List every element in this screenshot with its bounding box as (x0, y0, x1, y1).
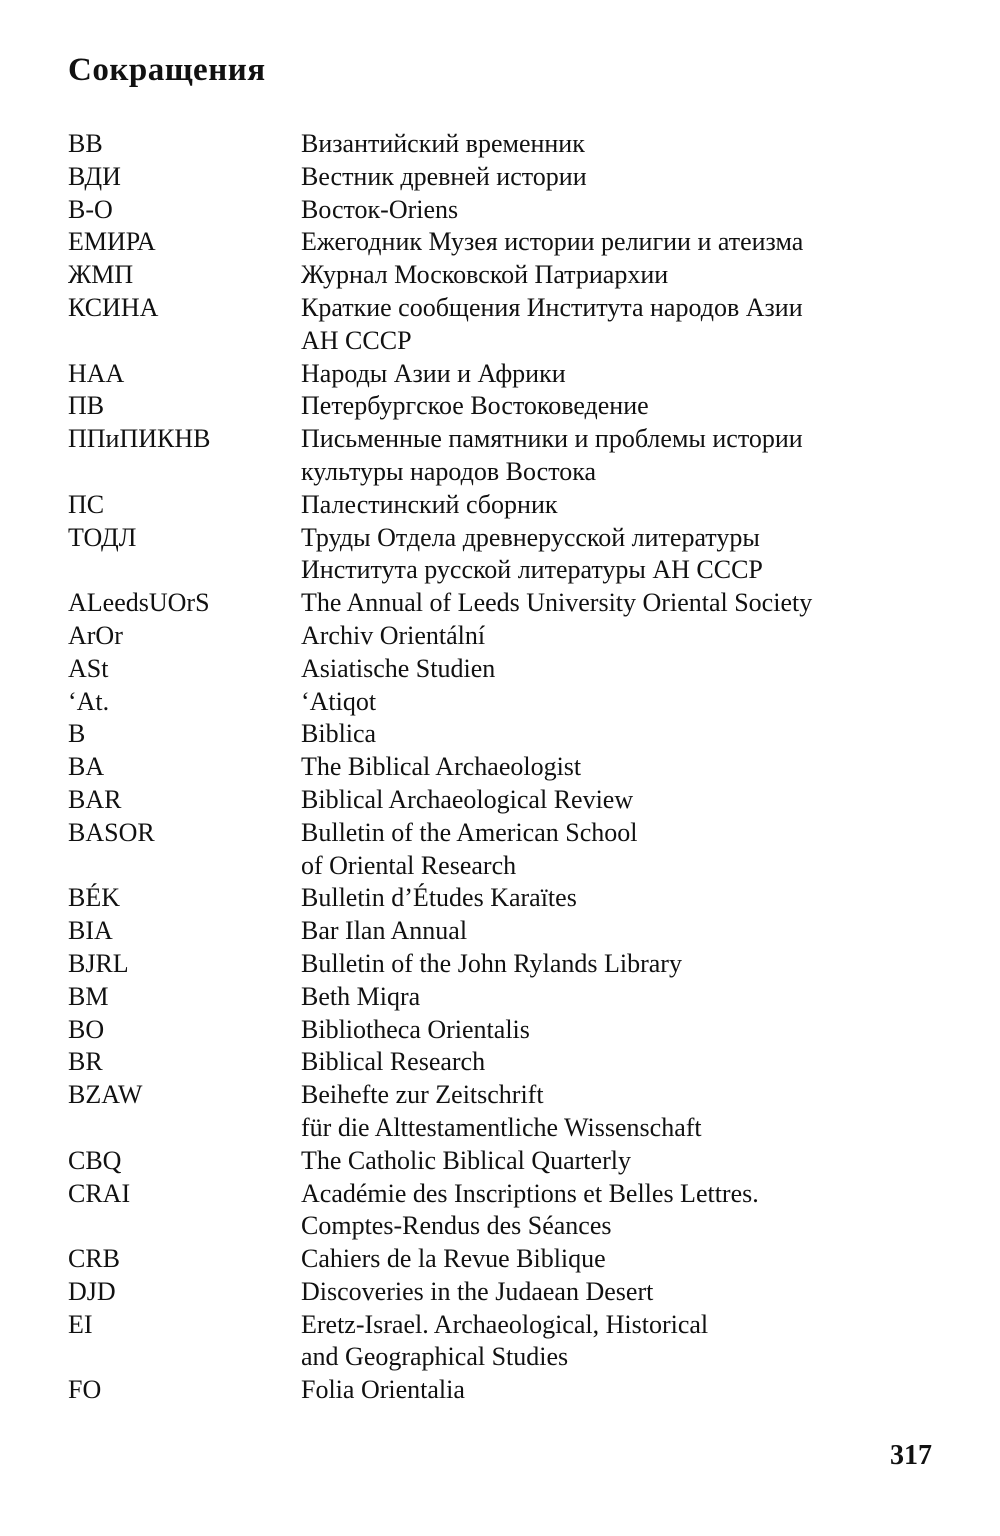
abbreviation-expansion (301, 259, 948, 292)
abbreviation-expansion (301, 292, 948, 358)
expansion-line: für die Alttestamentliche Wissenschaft (301, 1112, 702, 1142)
abbreviation: CBQ (68, 1145, 122, 1175)
abbreviation-expansion (301, 1309, 948, 1375)
expansion-line: Cahiers de la Revue Biblique (301, 1244, 606, 1274)
abbreviation-entry (68, 259, 948, 292)
abbreviation-expansion (301, 784, 948, 817)
abbreviation-entry (68, 1309, 948, 1375)
expansion-line: Bar Ilan Annual (301, 916, 468, 946)
expansion-line: Труды Отдела древнерусской литературы (301, 522, 760, 552)
abbreviation-expansion (301, 1079, 948, 1145)
expansion-line: Académie des Inscriptions et Belles Lettres. (301, 1178, 759, 1208)
abbreviation-expansion (301, 128, 948, 161)
abbreviation-entry (68, 1145, 948, 1178)
expansion-line: Bulletin d’Études Karaïtes (301, 883, 577, 913)
expansion-line: Biblical Research (301, 1047, 486, 1077)
abbreviation-entry (68, 489, 948, 522)
abbreviation-entry (68, 1243, 948, 1276)
abbreviation-entry (68, 1014, 948, 1047)
abbreviation: ВДИ (68, 161, 121, 191)
abbreviation-expansion (301, 1243, 948, 1276)
abbreviation-expansion (301, 915, 948, 948)
expansion-line: Bulletin of the John Rylands Library (301, 948, 682, 978)
expansion-line: Ежегодник Музея истории религии и атеизма (301, 227, 804, 257)
abbreviation: НАА (68, 358, 125, 388)
abbreviation-entry (68, 1178, 948, 1244)
abbreviation-entry (68, 1374, 948, 1407)
abbreviation-expansion (301, 423, 948, 489)
abbreviation-entry (68, 1079, 948, 1145)
abbreviation-expansion (301, 1046, 948, 1079)
abbreviation-entry (68, 1046, 948, 1079)
expansion-line: Biblical Archaeological Review (301, 784, 634, 814)
abbreviation: BAR (68, 784, 122, 814)
abbreviation-expansion (301, 522, 948, 588)
expansion-line: of Oriental Research (301, 850, 517, 880)
abbreviation: ArOr (68, 620, 123, 650)
abbreviation: BA (68, 752, 105, 782)
expansion-line: Bibliotheca Orientalis (301, 1014, 530, 1044)
abbreviation-expansion (301, 620, 948, 653)
abbreviation: BJRL (68, 948, 129, 978)
abbreviation-entry (68, 292, 948, 358)
expansion-line: Bulletin of the American School (301, 817, 638, 847)
abbreviation-entry (68, 194, 948, 227)
expansion-line: Folia Orientalia (301, 1375, 465, 1405)
abbreviation: B (68, 719, 86, 749)
abbreviation-entry (68, 981, 948, 1014)
abbreviation-entry (68, 817, 948, 883)
abbreviation-expansion (301, 686, 948, 719)
expansion-line: Письменные памятники и проблемы истории (301, 424, 803, 454)
abbreviation-expansion (301, 587, 948, 620)
abbreviation-expansion (301, 817, 948, 883)
abbreviation-expansion (301, 1014, 948, 1047)
expansion-line: Народы Азии и Африки (301, 358, 566, 388)
abbreviation: CRAI (68, 1178, 131, 1208)
abbreviation-entry (68, 948, 948, 981)
abbreviation: BIA (68, 916, 113, 946)
abbreviation-entry (68, 1276, 948, 1309)
abbreviation: ЖМП (68, 260, 134, 290)
abbreviation-entry (68, 587, 948, 620)
expansion-line: Палестинский сборник (301, 489, 558, 519)
expansion-line: Beth Miqra (301, 981, 421, 1011)
abbreviation: BZAW (68, 1080, 143, 1110)
abbreviation-entry (68, 390, 948, 423)
abbreviation-expansion (301, 981, 948, 1014)
abbreviation-expansion (301, 718, 948, 751)
expansion-line: Beihefte zur Zeitschrift (301, 1080, 544, 1110)
abbreviation: FO (68, 1375, 102, 1405)
abbreviation: В-О (68, 194, 113, 224)
abbreviation-entry (68, 653, 948, 686)
abbreviation: ASt (68, 653, 109, 683)
abbreviation: BO (68, 1014, 105, 1044)
abbreviation-entry (68, 423, 948, 489)
page-title: Сокращения (68, 52, 266, 88)
expansion-line: Восток-Oriens (301, 194, 459, 224)
expansion-line: Вестник древней истории (301, 161, 587, 191)
expansion-line: АН СССР (301, 325, 412, 355)
abbreviation: EI (68, 1309, 93, 1339)
abbreviation: CRB (68, 1244, 121, 1274)
abbreviation-entry (68, 522, 948, 588)
expansion-line: Eretz-Israel. Archaeological, Historical (301, 1309, 709, 1339)
abbreviation: BASOR (68, 817, 155, 847)
expansion-line: Discoveries in the Judaean Desert (301, 1276, 654, 1306)
abbreviation-expansion (301, 882, 948, 915)
abbreviation-entry (68, 161, 948, 194)
abbreviation: ТОДЛ (68, 522, 137, 552)
abbreviation: ППиПИКНВ (68, 424, 211, 454)
abbreviation: ALeedsUOrS (68, 588, 210, 618)
abbreviation: ВВ (68, 129, 103, 158)
expansion-line: The Annual of Leeds University Oriental Society (301, 588, 813, 618)
expansion-line: ‘Atiqot (301, 686, 377, 716)
abbreviation-expansion (301, 226, 948, 259)
expansion-line: Византийский временник (301, 129, 585, 158)
abbreviation: ПС (68, 489, 105, 519)
abbreviation-expansion (301, 751, 948, 784)
abbreviation-expansion (301, 358, 948, 391)
abbreviation-expansion (301, 194, 948, 227)
abbreviation-expansion (301, 1178, 948, 1244)
expansion-line: The Catholic Biblical Quarterly (301, 1145, 631, 1175)
abbreviation-expansion (301, 948, 948, 981)
expansion-line: Comptes-Rendus des Séances (301, 1211, 612, 1241)
abbreviation-entry (68, 686, 948, 719)
abbreviation: BR (68, 1047, 103, 1077)
abbreviation-list (68, 128, 948, 1407)
abbreviation-entry (68, 718, 948, 751)
abbreviation: КСИНА (68, 292, 159, 322)
abbreviation-expansion (301, 653, 948, 686)
abbreviation-entry (68, 620, 948, 653)
abbreviation: DJD (68, 1276, 116, 1306)
abbreviation-expansion (301, 489, 948, 522)
abbreviation-entry (68, 751, 948, 784)
abbreviation-entry (68, 915, 948, 948)
page-number: 317 (890, 1440, 932, 1471)
abbreviation: ‘At. (68, 686, 110, 716)
abbreviation-expansion (301, 1374, 948, 1407)
expansion-line: Петербургское Востоковедение (301, 391, 649, 421)
expansion-line: The Biblical Archaeologist (301, 752, 582, 782)
abbreviation-entry (68, 882, 948, 915)
expansion-line: Archiv Orientální (301, 620, 486, 650)
expansion-line: Журнал Московской Патриархии (301, 260, 669, 290)
abbreviation-expansion (301, 161, 948, 194)
expansion-line: Института русской литературы АН СССР (301, 555, 763, 585)
expansion-line: and Geographical Studies (301, 1342, 569, 1372)
abbreviation: BM (68, 981, 109, 1011)
abbreviation-entry (68, 358, 948, 391)
abbreviation: ПВ (68, 391, 105, 421)
abbreviation-entry (68, 128, 948, 161)
expansion-line: культуры народов Востока (301, 456, 596, 486)
abbreviation-expansion (301, 390, 948, 423)
abbreviation-entry (68, 226, 948, 259)
abbreviation-entry (68, 784, 948, 817)
expansion-line: Краткие сообщения Института народов Азии (301, 292, 803, 322)
expansion-line: Biblica (301, 719, 377, 749)
abbreviation-expansion (301, 1145, 948, 1178)
abbreviation: BÉK (68, 883, 120, 913)
abbreviation-expansion (301, 1276, 948, 1309)
abbreviation: ЕМИРА (68, 227, 156, 257)
expansion-line: Asiatische Studien (301, 653, 496, 683)
